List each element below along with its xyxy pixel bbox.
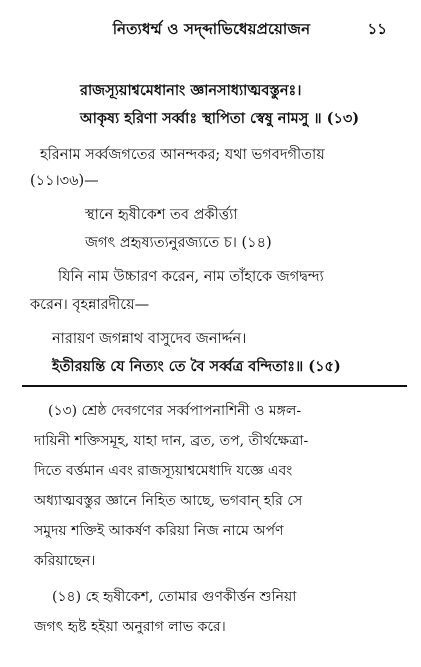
footnote-line-7: (১৪) হে হৃষীকেশ, তোমার গুণকীর্ত্তন শুনিয়া xyxy=(52,589,297,605)
footnote-line-6: করিয়াছেন। xyxy=(34,553,96,569)
footnote-line-2: দায়িনী শক্তিসমূহ, যাহা দান, ব্রত, তপ, তীর্থক্ষেত্রা- xyxy=(34,433,309,449)
footnote-line-1: (১৩) শ্রেষ্ঠ দেবগণের সর্ব্বপাপনাশিনী ও মঙ্গল- xyxy=(48,403,302,419)
footnote-divider xyxy=(22,385,407,387)
verse-line-6: ইতীরয়ন্তি যে নিত্যং তে বৈ সর্ব্বত্র বন্দিতাঃ॥ (১৫) xyxy=(52,358,341,375)
verse-line-1: রাজস্যূয়াশ্বমেধানাং জ্ঞানসাধ্যাত্মবস্তুনঃ। xyxy=(80,82,302,99)
paragraph-line-3: যিনি নাম উচ্চারণ করেন, নাম তাঁহাকে জগদ্বন্দ্য xyxy=(58,269,324,285)
verse-line-4: জগৎ প্রহৃষ্যত্যনুরজ্যতে চ। (১৪) xyxy=(85,235,272,251)
paragraph-line-4: করেন। বৃহন্নারদীয়ে— xyxy=(30,297,150,313)
verse-line-2: আকৃষ্য হরিণা সর্ব্বাঃ স্থাপিতা স্বেষু নামসু ॥ (১৩) xyxy=(80,110,360,127)
footnote-line-4: অধ্যাত্মবস্তুর জ্ঞানে নিহিত আছে, ভগবান্ হরি সে xyxy=(34,493,303,509)
verse-line-5: নারায়ণ জগন্নাথ বাসুদেব জনার্দ্দন। xyxy=(52,331,247,347)
paragraph-line-2: (১১।৩৬)— xyxy=(30,173,99,189)
footnote-line-8: জগৎ হৃষ্ট হইয়া অনুরাগ লাভ করে। xyxy=(34,619,226,635)
paragraph-line-1: হরিনাম সর্ব্বজগতের আনন্দকর; যথা ভগবদগীতায় xyxy=(40,147,325,163)
running-header xyxy=(30,18,393,42)
page-number: ১১ xyxy=(367,20,387,38)
verse-line-3: স্থানে হৃষীকেশ তব প্রকীর্ত্ত্যা xyxy=(85,207,238,223)
footnote-line-5: সমুদয় শক্তিই আকর্ষণ করিয়া নিজ নামে অর্পণ xyxy=(34,523,284,539)
running-title: নিত্যধর্ম্ম ও সদ্ব্দাভিধেয়প্রয়োজন xyxy=(112,20,311,38)
footnote-line-3: দিতে বর্ত্তমান এবং রাজস্যূয়াশ্বমেধাদি যজ্ঞে এবং xyxy=(34,463,293,479)
